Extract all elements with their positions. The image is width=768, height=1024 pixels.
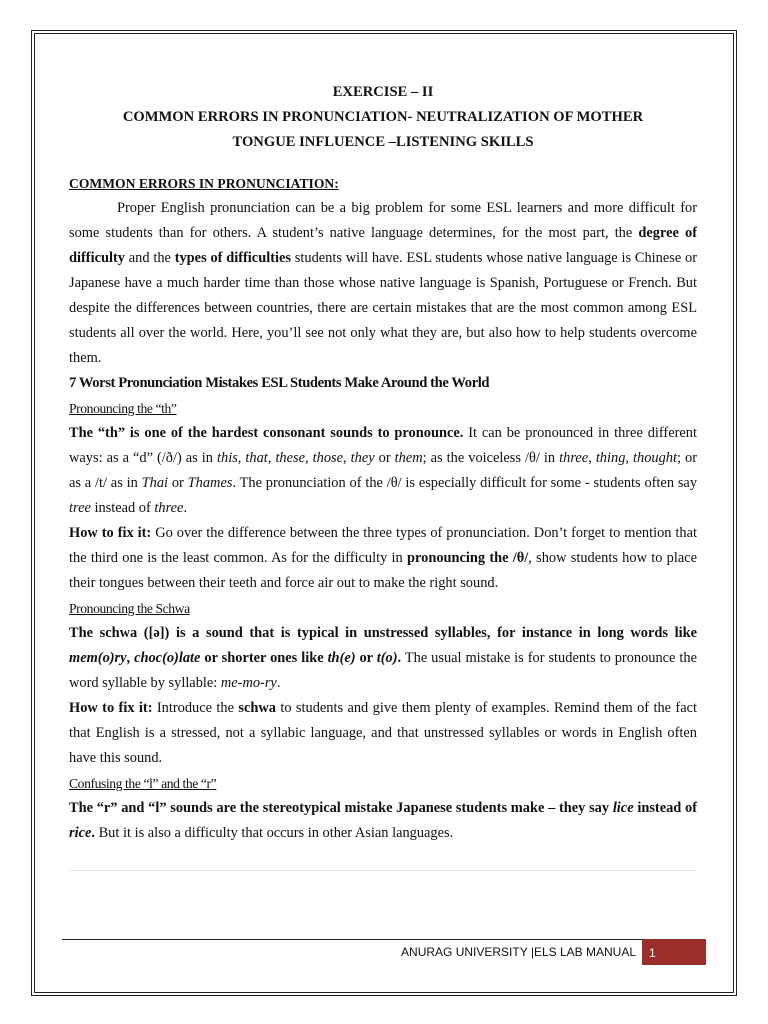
content-end-rule: [69, 870, 697, 871]
exercise-title: EXERCISE – II: [332, 84, 434, 100]
exercise-subtitle-line-2: TONGUE INFLUENCE –LISTENING SKILLS: [232, 134, 534, 150]
document-body: [69, 80, 697, 846]
th-paragraph: The “th” is one of the hardest consonant sounds to pronounce. It can be pronounced in three different ways: as a “d” (/ð/) as in this, that, these, those, they or them; as the voiceless /θ/ in three, thing, thought; or as a /t/ as in Thai or Thames. The pronunciation of the /θ/ is especially difficult for some - students often say tree instead of three.: [69, 425, 698, 516]
footer-rule: [62, 939, 642, 940]
page-number: 1: [642, 939, 706, 965]
footer-label: ANURAG UNIVERSITY |ELS LAB MANUAL: [401, 945, 636, 959]
schwa-fix-paragraph: How to fix it: Introduce the schwa to students and give them plenty of examples. Remind them of the fact that English is a stressed, not a syllabic language, and that unstressed syllables or words in English often have this sound.: [69, 700, 697, 766]
intro-paragraph: Proper English pronunciation can be a big problem for some ESL learners and more difficult for some students than for others. A student’s native language determines, for the most part, the degree of difficulty and the types of difficulties students will have. ESL students whose native language is Chinese or Japanese have a much harder time than those whose native language is Spanish, Portuguese or French. But despite the differences between countries, there are certain mistakes that are the most common among ESL students all over the world. Here, you’ll see not only what they are, but also how to help students overcome them.: [69, 200, 697, 366]
section-heading: COMMON ERRORS IN PRONUNCIATION:: [69, 176, 339, 191]
subheading-l-r: Confusing the “l” and the “r”: [69, 776, 217, 791]
subheading-schwa: Pronouncing the Schwa: [69, 601, 190, 616]
subheading-th: Pronouncing the “th”: [69, 401, 177, 416]
exercise-subtitle-line-1: COMMON ERRORS IN PRONUNCIATION- NEUTRALIZATION OF MOTHER: [122, 109, 644, 125]
schwa-paragraph: The schwa ([ə]) is a sound that is typical in unstressed syllables, for instance in long words like mem(o)ry, choc(o)late or shorter ones like th(e) or t(o). The usual mistake is for students to pronounce the word syllable by syllable: me-mo-ry.: [69, 625, 697, 691]
l-r-paragraph: The “r” and “l” sounds are the stereotypical mistake Japanese students make – they say lice instead of rice. But it is also a difficulty that occurs in other Asian languages.: [69, 800, 698, 841]
th-fix-paragraph: How to fix it: Go over the difference between the three types of pronunciation. Don’t forget to mention that the third one is the least common. As for the difficulty in pronouncing the /θ/, show students how to place their tongues between their teeth and force air out to make the right sound.: [69, 525, 697, 591]
list-heading: 7 Worst Pronunciation Mistakes ESL Students Make Around the World: [69, 375, 490, 391]
